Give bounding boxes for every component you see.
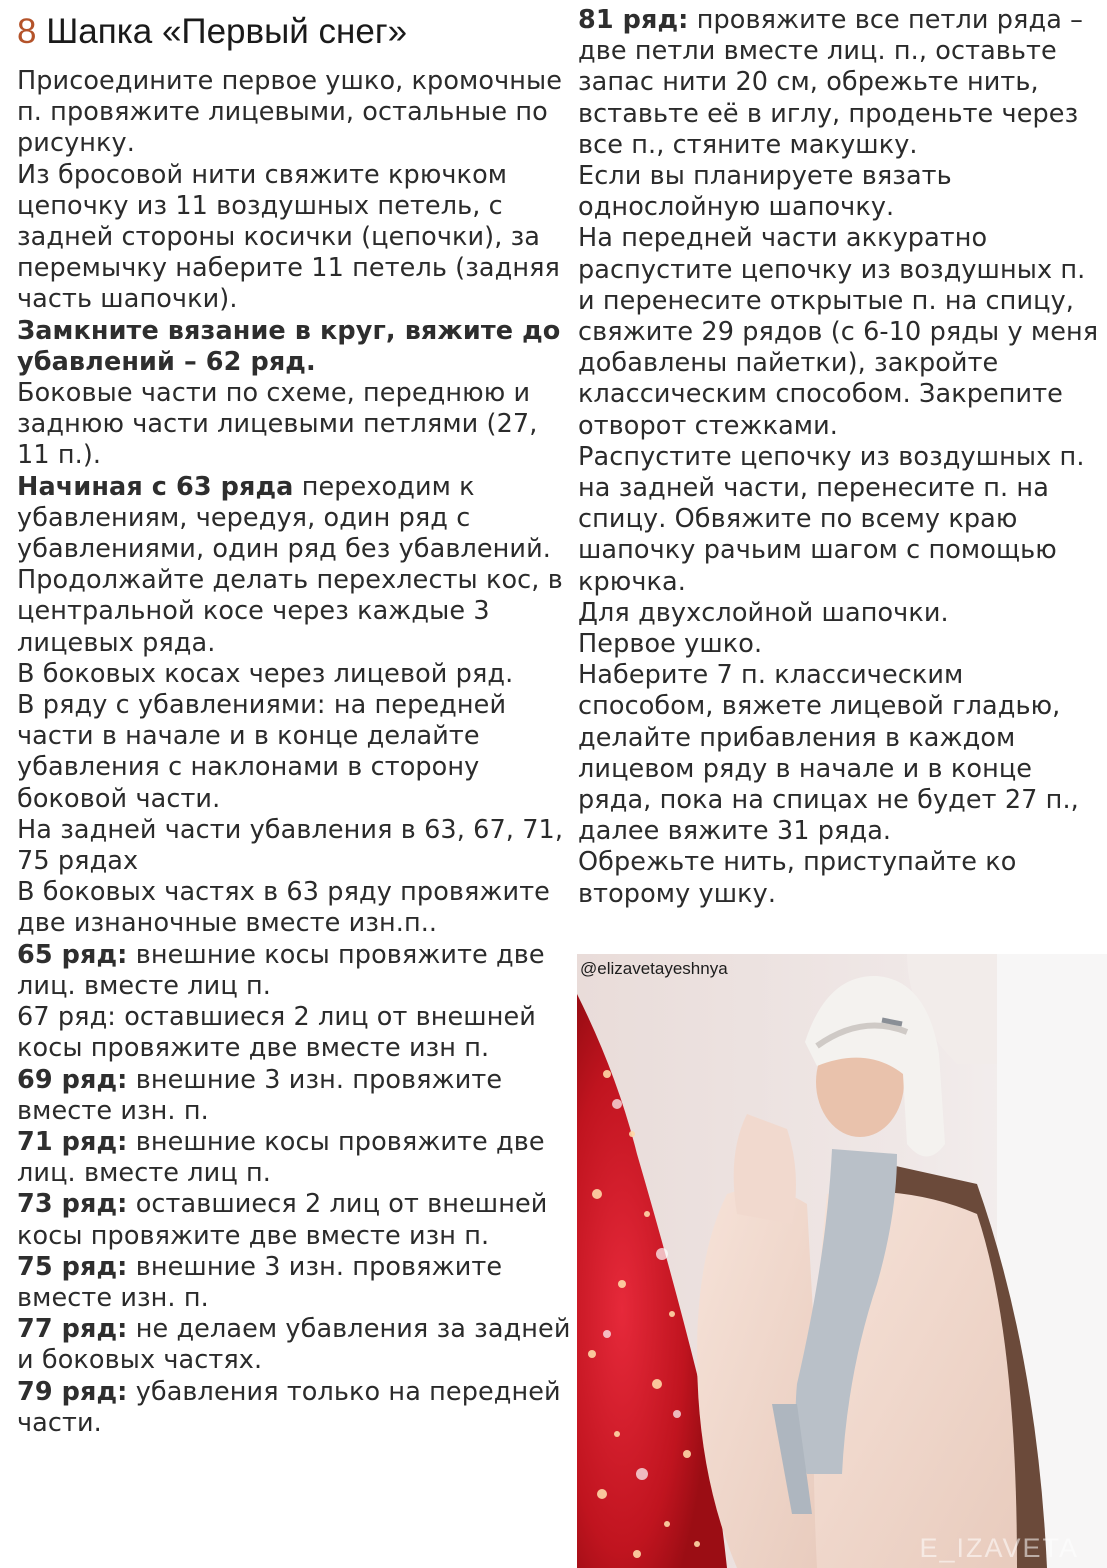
instruction-text: Если вы планируете вязать однослойную шапочку. (578, 161, 952, 223)
instruction-paragraph (578, 629, 1106, 660)
instruction-paragraph (17, 66, 577, 160)
instruction-paragraph (17, 472, 577, 659)
row-label: 79 ряд: (17, 1376, 128, 1407)
instructions-right-column (578, 5, 1106, 910)
instruction-text: Первое ушко. (578, 629, 763, 660)
instruction-paragraph (17, 1377, 577, 1439)
instruction-paragraph (17, 877, 577, 939)
instructions-left-column (17, 66, 577, 1439)
instruction-paragraph (578, 660, 1106, 847)
hat-photo (577, 954, 1107, 1568)
instruction-text: На передней части аккуратно распустите цепочку из воздушных п. и перенесите открытые п. на спицу, свяжите 29 рядов (с 6-10 ряды у меня добавлены пайетки), закройте классическим способом. Закрепите отворот стежками. (578, 223, 1099, 441)
instruction-text: внешние 3 изн. провяжите вместе изн. п. (17, 1064, 503, 1126)
pattern-number: 8 (17, 12, 37, 51)
row-label: 73 ряд: (17, 1189, 128, 1220)
instruction-paragraph (578, 442, 1106, 598)
instruction-text: не делаем убавления за задней и боковых частях. (17, 1314, 571, 1376)
instruction-text: внешние 3 изн. провяжите вместе изн. п. (17, 1251, 503, 1313)
instruction-paragraph (17, 160, 577, 316)
instruction-text: оставшиеся 2 лиц от внешней косы провяжите две вместе изн п. (17, 1189, 548, 1251)
instruction-paragraph (578, 598, 1106, 629)
row-label: Начиная с 63 ряда (17, 471, 294, 502)
instruction-text: На задней части убавления в 63, 67, 71, 75 рядах (17, 814, 564, 877)
instruction-paragraph (578, 5, 1106, 161)
row-label: 65 ряд: (17, 939, 128, 970)
instruction-paragraph (578, 847, 1106, 909)
row-label: 77 ряд: (17, 1314, 128, 1345)
row-label: Замкните вязание в круг, вяжите до убавлений – 62 ряд. (17, 315, 561, 377)
instruction-paragraph (17, 1189, 577, 1251)
row-label: 75 ряд: (17, 1251, 128, 1282)
instruction-text: внешние косы провяжите две лиц. вместе лиц п. (17, 939, 545, 1001)
photo-watermark: E_IZAVETA (919, 1533, 1079, 1563)
instruction-text: внешние косы провяжите две лиц. вместе лиц п. (17, 1126, 545, 1189)
instruction-text: провяжите все петли ряда – две петли вместе лиц. п., оставьте запас нити 20 см, обрежьте нить, вставьте её в иглу, проденьте через все п., стяните макушку. (578, 5, 1083, 160)
instruction-paragraph (17, 1002, 577, 1064)
instruction-text: Для двухслойной шапочки. (578, 597, 949, 628)
photo-illustration (577, 954, 1107, 1568)
instruction-text: переходим к убавлениям, чередуя, один ряд с убавлениями, один ряд без убавлений. Продолжайте делать перехлесты кос, в центральной косе через каждые 3 лицевых ряда. (17, 471, 563, 658)
instruction-paragraph (578, 161, 1106, 223)
row-label: 69 ряд: (17, 1064, 128, 1095)
instruction-text: Распустите цепочку из воздушных п. на задней части, перенесите п. на спицу. Обвяжите по всему краю шапочку рачьим шагом с помощью крючка. (578, 441, 1085, 597)
instagram-handle: @elizavetayeshnya (580, 959, 728, 978)
instruction-paragraph (17, 940, 577, 1002)
instruction-text: В ряду с убавлениями: на передней части в начале и в конце делайте убавления с наклонами в сторону боковой части. (17, 690, 507, 814)
instruction-text: убавления только на передней части. (17, 1376, 561, 1438)
instruction-text: Наберите 7 п. классическим способом, вяжете лицевой гладью, делайте прибавления в каждом лицевом ряду в начале и в конце ряда, пока на спицах не будет 27 п., далее вяжите 31 ряда. (578, 660, 1079, 847)
instruction-text: Присоедините первое ушко, кромочные п. провяжите лицевыми, остальные по рисунку. (17, 66, 563, 159)
instruction-paragraph (17, 1252, 577, 1314)
instruction-text: Боковые части по схеме, переднюю и заднюю части лицевыми петлями (27, 11 п.). (17, 378, 538, 471)
row-label: 71 ряд: (17, 1126, 128, 1157)
instruction-paragraph (17, 1314, 577, 1376)
instruction-text: В боковых косах через лицевой ряд. (17, 658, 514, 689)
instruction-text: В боковых частях в 63 ряду провяжите две изнаночные вместе изн.п.. (17, 877, 550, 939)
instruction-text: Из бросовой нити свяжите крючком цепочку из 11 воздушных петель, с задней стороны косички (цепочки), за перемычку наберите 11 петель (задняя часть шапочки). (17, 159, 560, 315)
instruction-paragraph (17, 1127, 577, 1189)
instruction-paragraph (17, 378, 577, 472)
instruction-paragraph (17, 815, 577, 877)
pattern-title: Шапка «Первый снег» (46, 12, 408, 51)
instruction-text: Обрежьте нить, приступайте ко второму ушку. (578, 847, 1017, 909)
row-label: 81 ряд: (578, 5, 689, 35)
instruction-paragraph (17, 659, 577, 690)
instruction-text: 67 ряд: оставшиеся 2 лиц от внешней косы провяжите две вместе изн п. (17, 1002, 536, 1064)
instruction-paragraph (17, 690, 577, 815)
instruction-paragraph (17, 316, 577, 378)
instruction-paragraph (578, 223, 1106, 441)
instruction-paragraph (17, 1065, 577, 1127)
page-title (17, 10, 407, 54)
